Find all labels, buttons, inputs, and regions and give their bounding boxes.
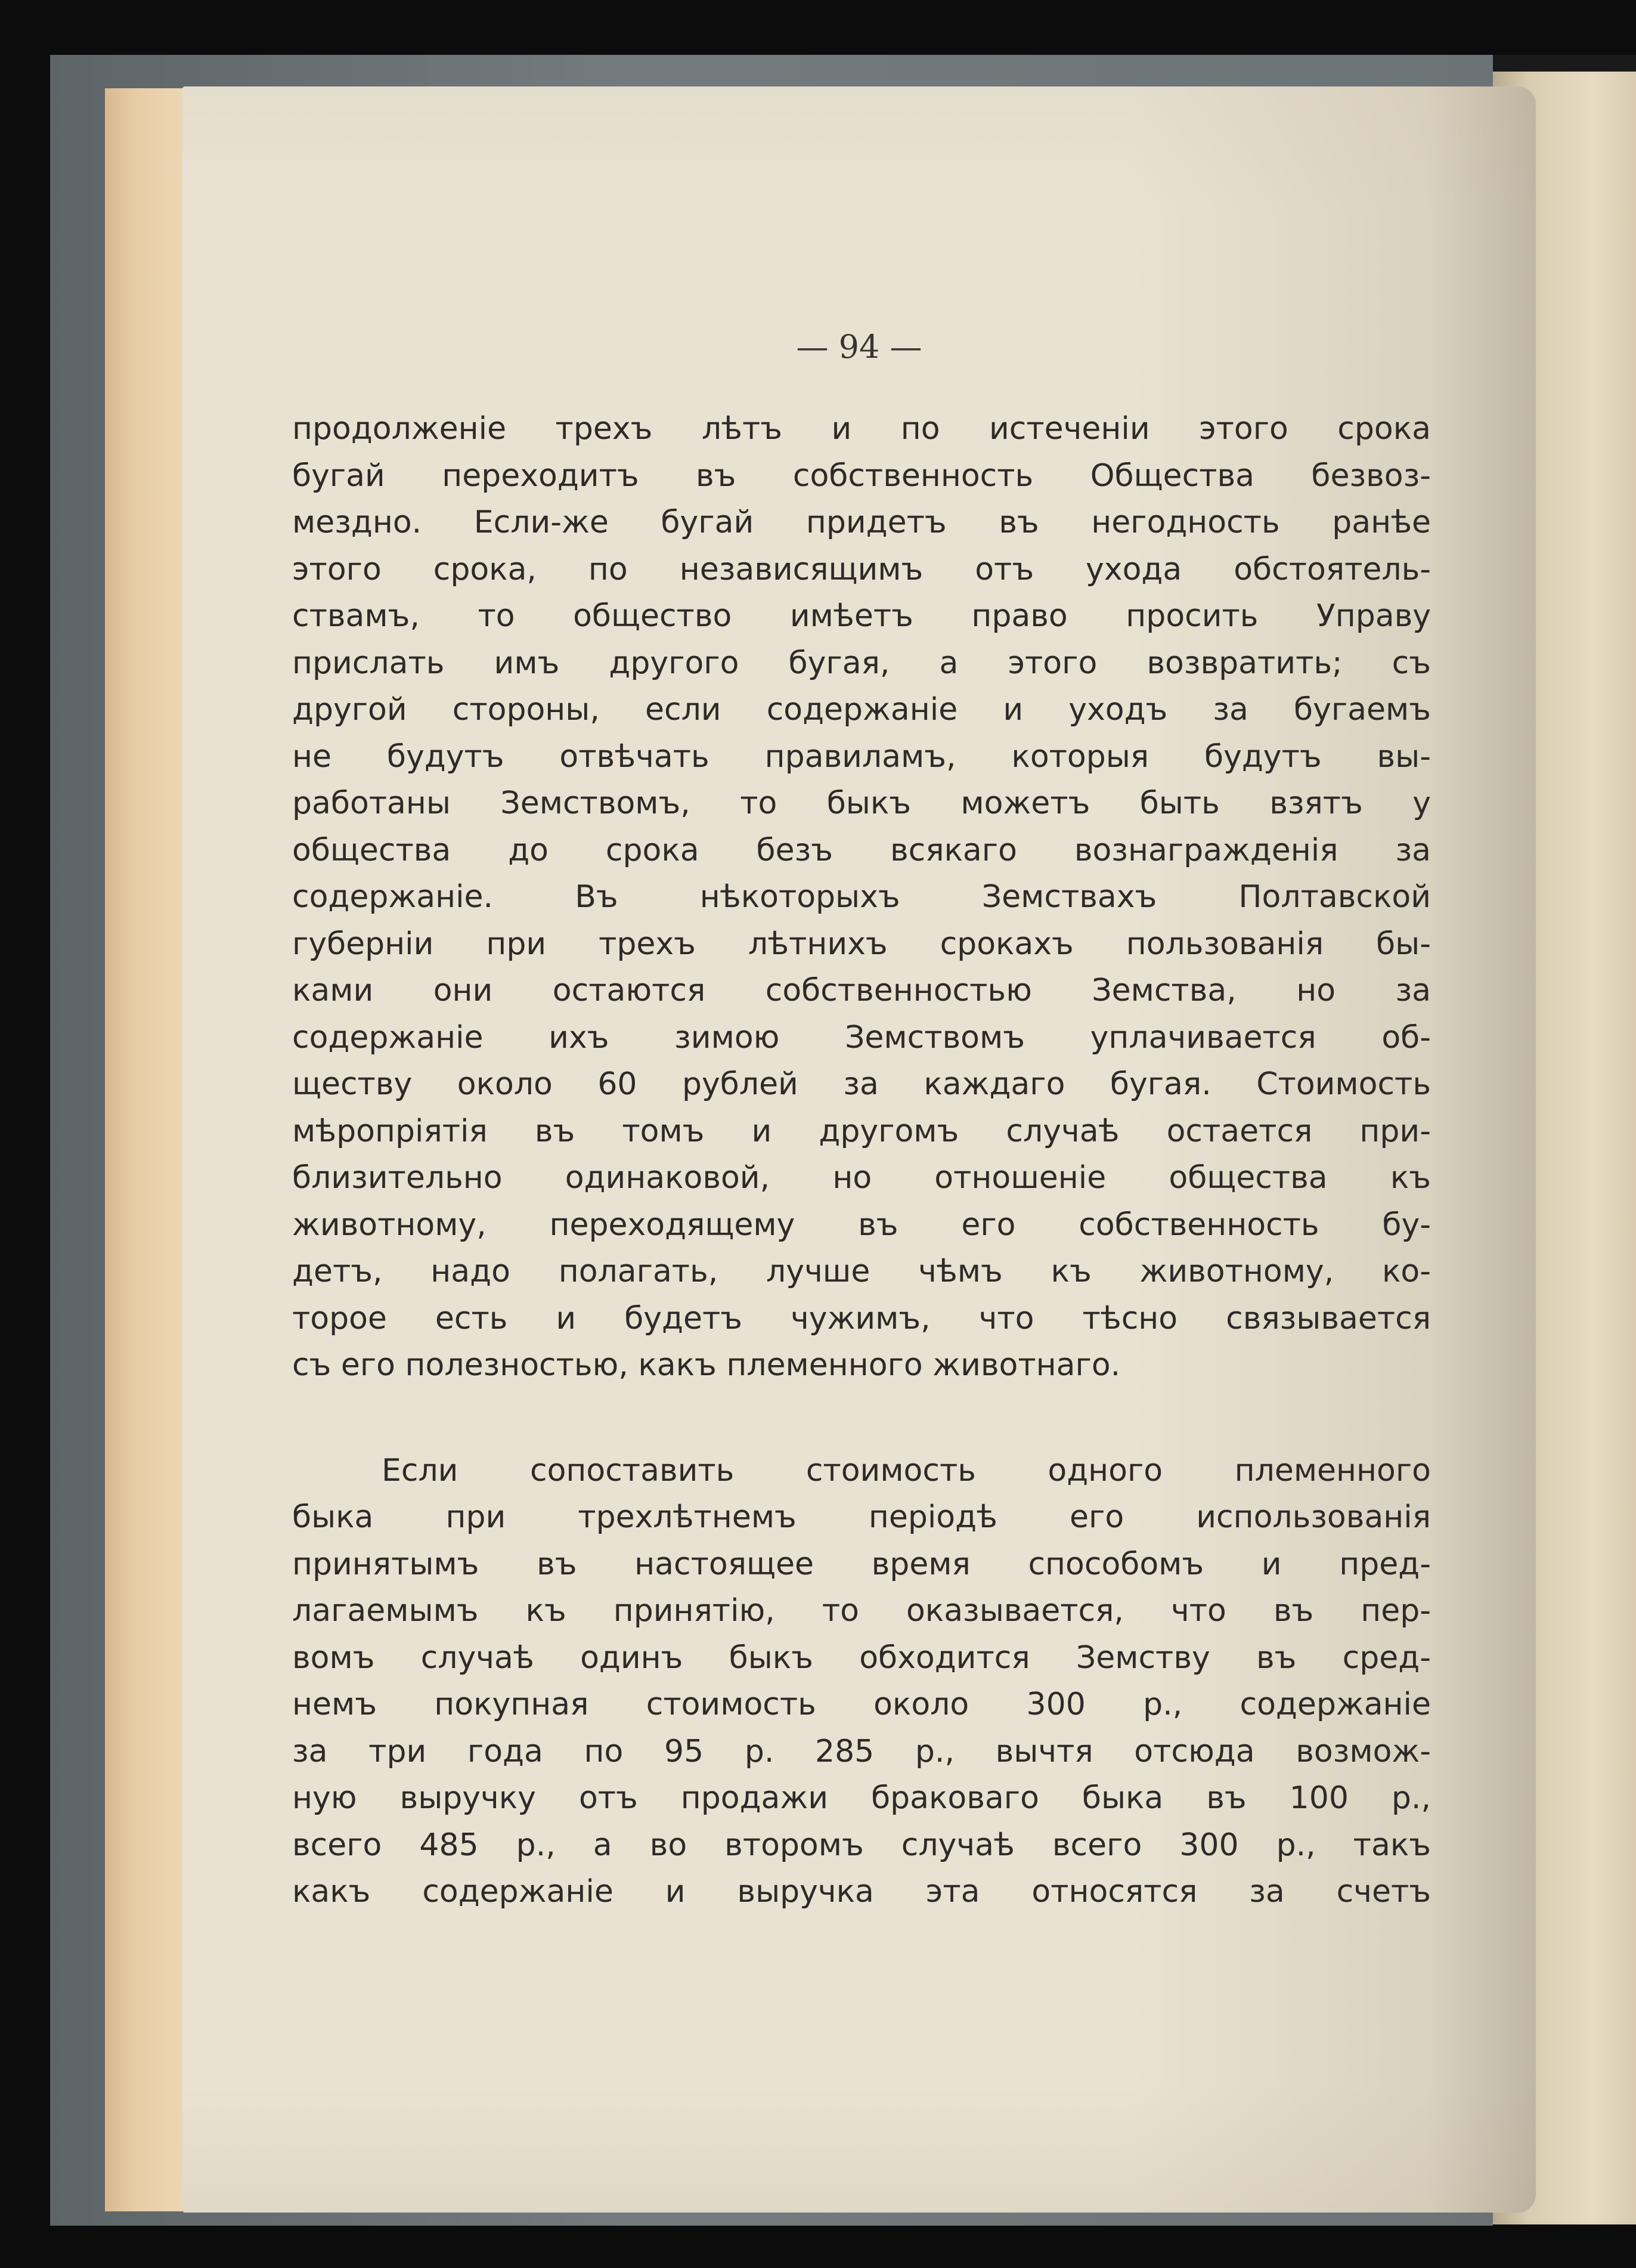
paragraph-gap <box>292 1389 1431 1447</box>
text-line: содержаніе. Въ нѣкоторыхъ Земствахъ Полтавской <box>292 879 1431 915</box>
text-line: вомъ случаѣ одинъ быкъ обходится Земству въ сред- <box>292 1639 1431 1676</box>
text-line: ную выручку отъ продажи браковаго быка въ 100 р., <box>292 1780 1431 1816</box>
text-line: ками они остаются собственностью Земства, но за <box>292 973 1431 1008</box>
text-line: прислать имъ другого бугая, а этого возвратить; съ <box>292 645 1431 681</box>
text-line: какъ содержаніе и выручка эта относятся за счетъ <box>292 1874 1431 1910</box>
text-line: общества до срока безъ всякаго вознагражденія за <box>292 832 1431 868</box>
text-line: принятымъ въ настоящее время способомъ и пред- <box>292 1546 1431 1582</box>
text-line: губерніи при трехъ лѣтнихъ срокахъ пользованія бы- <box>292 926 1431 962</box>
page-stack-edge <box>105 88 182 2211</box>
text-line: животному, переходящему въ его собственность бу- <box>292 1206 1431 1243</box>
text-line: содержаніе ихъ зимою Земствомъ уплачивается об- <box>292 1019 1431 1056</box>
text-line: торое есть и будетъ чужимъ, что тѣсно связывается <box>292 1300 1431 1336</box>
text-line: работаны Земствомъ, то быкъ можетъ быть взятъ у <box>292 785 1431 821</box>
text-line: лагаемымъ къ принятію, то оказывается, что въ пер- <box>292 1593 1431 1629</box>
text-line: ствамъ, то общество имѣетъ право просить Управу <box>292 598 1431 634</box>
text-line: всего 485 р., а во второмъ случаѣ всего 300 р., такъ <box>292 1827 1431 1863</box>
scan-bottom-border <box>50 2226 1636 2268</box>
text-line: бугай переходитъ въ собственность Общества безвоз- <box>292 457 1431 494</box>
text-line: ществу около 60 рублей за каждаго бугая. Стоимость <box>292 1066 1431 1102</box>
text-line: этого срока, по независящимъ отъ ухода обстоятель- <box>292 551 1431 587</box>
paragraph-1 <box>292 406 1431 1389</box>
cover-shadow <box>1493 55 1636 72</box>
text-line: быка при трехлѣтнемъ періодѣ его использованія <box>292 1499 1431 1535</box>
text-line: Если сопоставить стоимость одного племенного <box>382 1452 1431 1489</box>
text-line: за три года по 95 р. 285 р., вычтя отсюда возмож- <box>292 1733 1431 1769</box>
text-line: съ его полезностью, какъ племенного животнаго. <box>292 1347 1121 1383</box>
page-body-text <box>292 406 1431 1916</box>
text-line: близительно одинаковой, но отношеніе общества къ <box>292 1160 1431 1196</box>
paragraph-2 <box>292 1447 1431 1916</box>
text-line: мездно. Если-же бугай придетъ въ негодность ранѣе <box>292 505 1431 540</box>
text-line: продолженіе трехъ лѣтъ и по истеченіи этого срока <box>292 411 1431 447</box>
text-line: другой стороны, если содержаніе и уходъ за бугаемъ <box>292 692 1431 728</box>
text-line: не будутъ отвѣчать правиламъ, которыя будутъ вы- <box>292 738 1431 775</box>
text-line: немъ покупная стоимость около 300 р., содержаніе <box>292 1687 1431 1722</box>
text-line: детъ, надо полагать, лучше чѣмъ къ животному, ко- <box>292 1254 1431 1289</box>
page-number: — 94 — <box>796 328 922 366</box>
text-line: мѣропріятія въ томъ и другомъ случаѣ остается при- <box>292 1113 1431 1149</box>
